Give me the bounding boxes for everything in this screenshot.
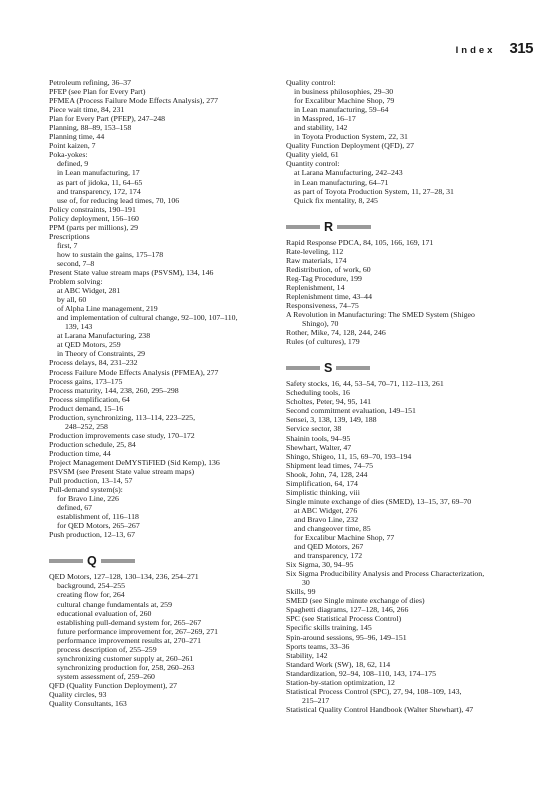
section-divider: [286, 360, 526, 376]
index-entry: Raw materials, 174: [286, 255, 347, 265]
index-subentry: for Excalibur Machine Shop, 79: [294, 96, 395, 106]
index-subentry: in Lean manufacturing, 17: [57, 168, 140, 178]
index-entry: Process gains, 173–175: [49, 376, 123, 386]
index-column-right: [286, 78, 526, 714]
index-subentry: in Toyota Production System, 22, 31: [294, 132, 408, 142]
index-entry: SMED (see Single minute exchange of dies): [286, 596, 425, 606]
index-entry: PSVSM (see Present State value stream maps): [49, 467, 195, 477]
index-subentry: synchronizing customer supply at, 260–261: [57, 653, 194, 663]
index-entry: Second commitment evaluation, 149–151: [286, 406, 416, 416]
index-entry: Planning time, 44: [49, 132, 105, 142]
index-entry: Production improvements case study, 170–172: [49, 430, 195, 440]
index-continuation: 30: [302, 578, 310, 588]
index-entry: Statistical Process Control (SPC), 27, 94, 108–109, 143,: [286, 686, 462, 696]
index-entry: Project Management DeMYSTiFIED (Sid Kemp), 136: [49, 457, 220, 467]
index-entry: Pull-demand system(s):: [49, 485, 123, 495]
index-entry: Sports teams, 33–36: [286, 641, 350, 651]
index-subentry: first, 7: [57, 240, 78, 250]
index-entry: Point kaizen, 7: [49, 141, 96, 151]
index-entry: Quantity control:: [286, 159, 340, 169]
index-subentry: as part of Toyota Production System, 11, 27–28, 31: [294, 186, 454, 196]
page-number: 315: [509, 40, 533, 57]
index-entry: Shingo, Shigeo, 11, 15, 69–70, 193–194: [286, 451, 412, 461]
index-subentry: by all, 60: [57, 295, 87, 305]
index-entry: PFMEA (Process Failure Mode Effects Analysis), 277: [49, 96, 218, 106]
index-entry: Rules (of cultures), 179: [286, 337, 360, 347]
index-entry: Prescriptions: [49, 231, 90, 241]
index-entry: Plan for Every Part (PFEP), 247–248: [49, 114, 166, 124]
index-entry: Shipment lead times, 74–75: [286, 460, 374, 470]
index-entry: Single minute exchange of dies (SMED), 13–15, 37, 69–70: [286, 496, 472, 506]
index-subentry: for Excalibur Machine Shop, 77: [294, 533, 395, 543]
index-continuation: 215–217: [302, 695, 330, 705]
index-entry: Pull production, 13–14, 57: [49, 476, 133, 486]
index-entry: QFD (Quality Function Deployment), 27: [49, 680, 177, 690]
index-entry: Production time, 44: [49, 448, 111, 458]
index-entry: Problem solving:: [49, 277, 103, 287]
index-entry: Six Sigma Producibility Analysis and Process Characterization,: [286, 569, 485, 579]
index-entry: Rate-leveling, 112: [286, 246, 344, 256]
index-subentry: performance improvement results at, 270–271: [57, 635, 201, 645]
index-subentry: in Theory of Constraints, 29: [57, 349, 145, 359]
index-entry: SPC (see Statistical Process Control): [286, 614, 402, 624]
index-subentry: establishing pull-demand system for, 265–267: [57, 617, 202, 627]
index-subentry: at Larana Manufacturing, 238: [57, 331, 151, 341]
index-subentry: in business philosophies, 29–30: [294, 87, 394, 97]
index-column-left: [49, 78, 277, 708]
index-continuation: Shingo), 70: [302, 319, 339, 329]
index-entry: Scheduling tools, 16: [286, 388, 350, 398]
section-rule: [101, 559, 135, 563]
index-entry: Piece wait time, 84, 231: [49, 105, 125, 115]
index-subentry: educational evaluation of, 260: [57, 608, 152, 618]
index-subentry: in Lean manufacturing, 64–71: [294, 177, 389, 187]
index-subentry: in Lean manufacturing, 59–64: [294, 105, 389, 115]
index-subentry: and implementation of cultural change, 92–100, 107–110,: [57, 313, 238, 323]
index-entry: Standardization, 92–94, 108–110, 143, 174–175: [286, 668, 437, 678]
index-entry: Quality yield, 61: [286, 150, 339, 160]
running-header: [456, 40, 533, 57]
index-subentry: of Alpha Line management, 219: [57, 304, 158, 314]
index-subentry: at ABC Widget, 276: [294, 505, 358, 515]
index-subentry: in Masspred, 16–17: [294, 114, 356, 124]
index-entry: Poka-yokes:: [49, 150, 88, 160]
index-entry: PPM (parts per millions), 29: [49, 222, 139, 232]
index-subentry: at Larana Manufacturing, 242–243: [294, 168, 403, 178]
index-subentry: how to sustain the gains, 175–178: [57, 249, 164, 259]
section-letter: R: [324, 219, 334, 234]
index-entry: Specific skills training, 145: [286, 623, 372, 633]
index-entry: Quality control:: [286, 78, 336, 87]
index-entry: Simplification, 64, 174: [286, 478, 358, 488]
index-entry: Quality Function Deployment (QFD), 27: [286, 141, 414, 151]
index-entry: Simplistic thinking, viii: [286, 487, 360, 497]
index-subentry: and Bravo Line, 232: [294, 514, 359, 524]
index-entry: Shainin tools, 94–95: [286, 433, 351, 443]
index-entry: Process Failure Mode Effects Analysis (PFMEA), 277: [49, 367, 219, 377]
index-subentry: and changeover time, 85: [294, 523, 371, 533]
index-subentry: Quick fix mentality, 8, 245: [294, 195, 378, 205]
index-entry: Policy constraints, 190–191: [49, 204, 136, 214]
index-entry: Shewhart, Walter, 47: [286, 442, 352, 452]
index-entry: Stability, 142: [286, 650, 328, 660]
index-entry: Quality circles, 93: [49, 690, 107, 699]
index-entry: Quality Consultants, 163: [49, 699, 127, 709]
index-entry: Replenishment, 14: [286, 282, 345, 292]
index-entry: Process delays, 84, 231–232: [49, 358, 138, 368]
index-entry: QED Motors, 127–128, 130–134, 236, 254–271: [49, 572, 199, 582]
index-subentry: synchronizing production for, 258, 260–263: [57, 662, 195, 672]
index-subentry: cultural change fundamentals at, 259: [57, 599, 172, 609]
index-entry: Responsiveness, 74–75: [286, 300, 359, 310]
index-entry: Safety stocks, 16, 44, 53–54, 70–71, 112–113, 261: [286, 379, 444, 389]
index-subentry: system assessment of, 259–260: [57, 671, 155, 681]
index-subentry: at ABC Widget, 281: [57, 286, 121, 296]
index-entry: Service sector, 38: [286, 424, 342, 434]
section-letter: S: [324, 361, 333, 376]
index-entry: Station-by-station optimization, 12: [286, 677, 395, 687]
index-subentry: and QED Motors, 267: [294, 542, 364, 552]
index-entry: PFEP (see Plan for Every Part): [49, 87, 146, 97]
index-entry: Redistribution, of work, 60: [286, 264, 371, 274]
index-entry: Sensei, 3, 138, 139, 149, 188: [286, 415, 377, 425]
index-entry: Spin-around sessions, 95–96, 149–151: [286, 632, 407, 642]
section-rule: [336, 366, 370, 370]
index-subentry: process description of, 255–259: [57, 644, 157, 654]
index-entry: Spaghetti diagrams, 127–128, 146, 266: [286, 605, 409, 615]
index-entry: Production schedule, 25, 84: [49, 439, 136, 449]
section-letter: Q: [87, 554, 97, 569]
index-subentry: use of, for reducing lead times, 70, 106: [57, 195, 180, 205]
index-entry: Replenishment time, 43–44: [286, 291, 372, 301]
index-entry: Process maturity, 144, 238, 260, 295–298: [49, 385, 179, 395]
index-subentry: and transparency, 172, 174: [57, 186, 141, 196]
index-entry: Skills, 99: [286, 587, 316, 597]
index-subentry: background, 254–255: [57, 581, 125, 591]
index-subentry: for QED Motors, 265–267: [57, 521, 140, 531]
index-subentry: defined, 67: [57, 503, 93, 513]
index-entry: Petroleum refining, 36–37: [49, 78, 132, 87]
section-rule: [49, 559, 83, 563]
index-subentry: creating flow for, 264: [57, 590, 125, 600]
index-entry: Rapid Response PDCA, 84, 105, 166, 169, 171: [286, 237, 434, 247]
header-label: Index: [455, 45, 496, 56]
section-rule: [286, 225, 320, 229]
index-continuation: 248–252, 258: [65, 421, 108, 431]
index-entry: Six Sigma, 30, 94–95: [286, 560, 354, 570]
section-divider: [49, 553, 277, 569]
index-continuation: 139, 143: [65, 322, 93, 332]
index-entry: Standard Work (SW), 18, 62, 114: [286, 659, 391, 669]
index-subentry: and transparency, 172: [294, 551, 363, 561]
index-entry: Rother, Mike, 74, 128, 244, 246: [286, 328, 386, 338]
index-subentry: future performance improvement for, 267–269, 271: [57, 626, 218, 636]
index-entry: Shook, John, 74, 128, 244: [286, 469, 368, 479]
index-subentry: establishment of, 116–118: [57, 512, 139, 522]
index-entry: Present State value stream maps (PSVSM), 134, 146: [49, 267, 214, 277]
index-subentry: and stability, 142: [294, 123, 348, 133]
index-subentry: second, 7–8: [57, 258, 95, 268]
index-subentry: for Bravo Line, 226: [57, 494, 119, 504]
index-entry: Push production, 12–13, 67: [49, 530, 135, 540]
section-rule: [286, 366, 320, 370]
section-rule: [337, 225, 371, 229]
index-subentry: defined, 9: [57, 159, 89, 169]
index-entry: A Revolution in Manufacturing: The SMED System (Shigeo: [286, 310, 475, 320]
index-entry: Scholtes, Peter, 94, 95, 141: [286, 397, 372, 407]
index-entry: Production, synchronizing, 113–114, 223–225,: [49, 412, 196, 422]
index-entry: Reg-Tag Procedure, 199: [286, 273, 362, 283]
index-subentry: at QED Motors, 259: [57, 340, 121, 350]
index-subentry: as part of jidoka, 11, 64–65: [57, 177, 143, 187]
index-entry: Statistical Quality Control Handbook (Walter Shewhart), 47: [286, 704, 474, 714]
index-entry: Planning, 88–89, 153–158: [49, 123, 132, 133]
section-divider: [286, 219, 526, 235]
index-entry: Product demand, 15–16: [49, 403, 124, 413]
index-entry: Policy deployment, 156–160: [49, 213, 139, 223]
index-entry: Process simplification, 64: [49, 394, 130, 404]
